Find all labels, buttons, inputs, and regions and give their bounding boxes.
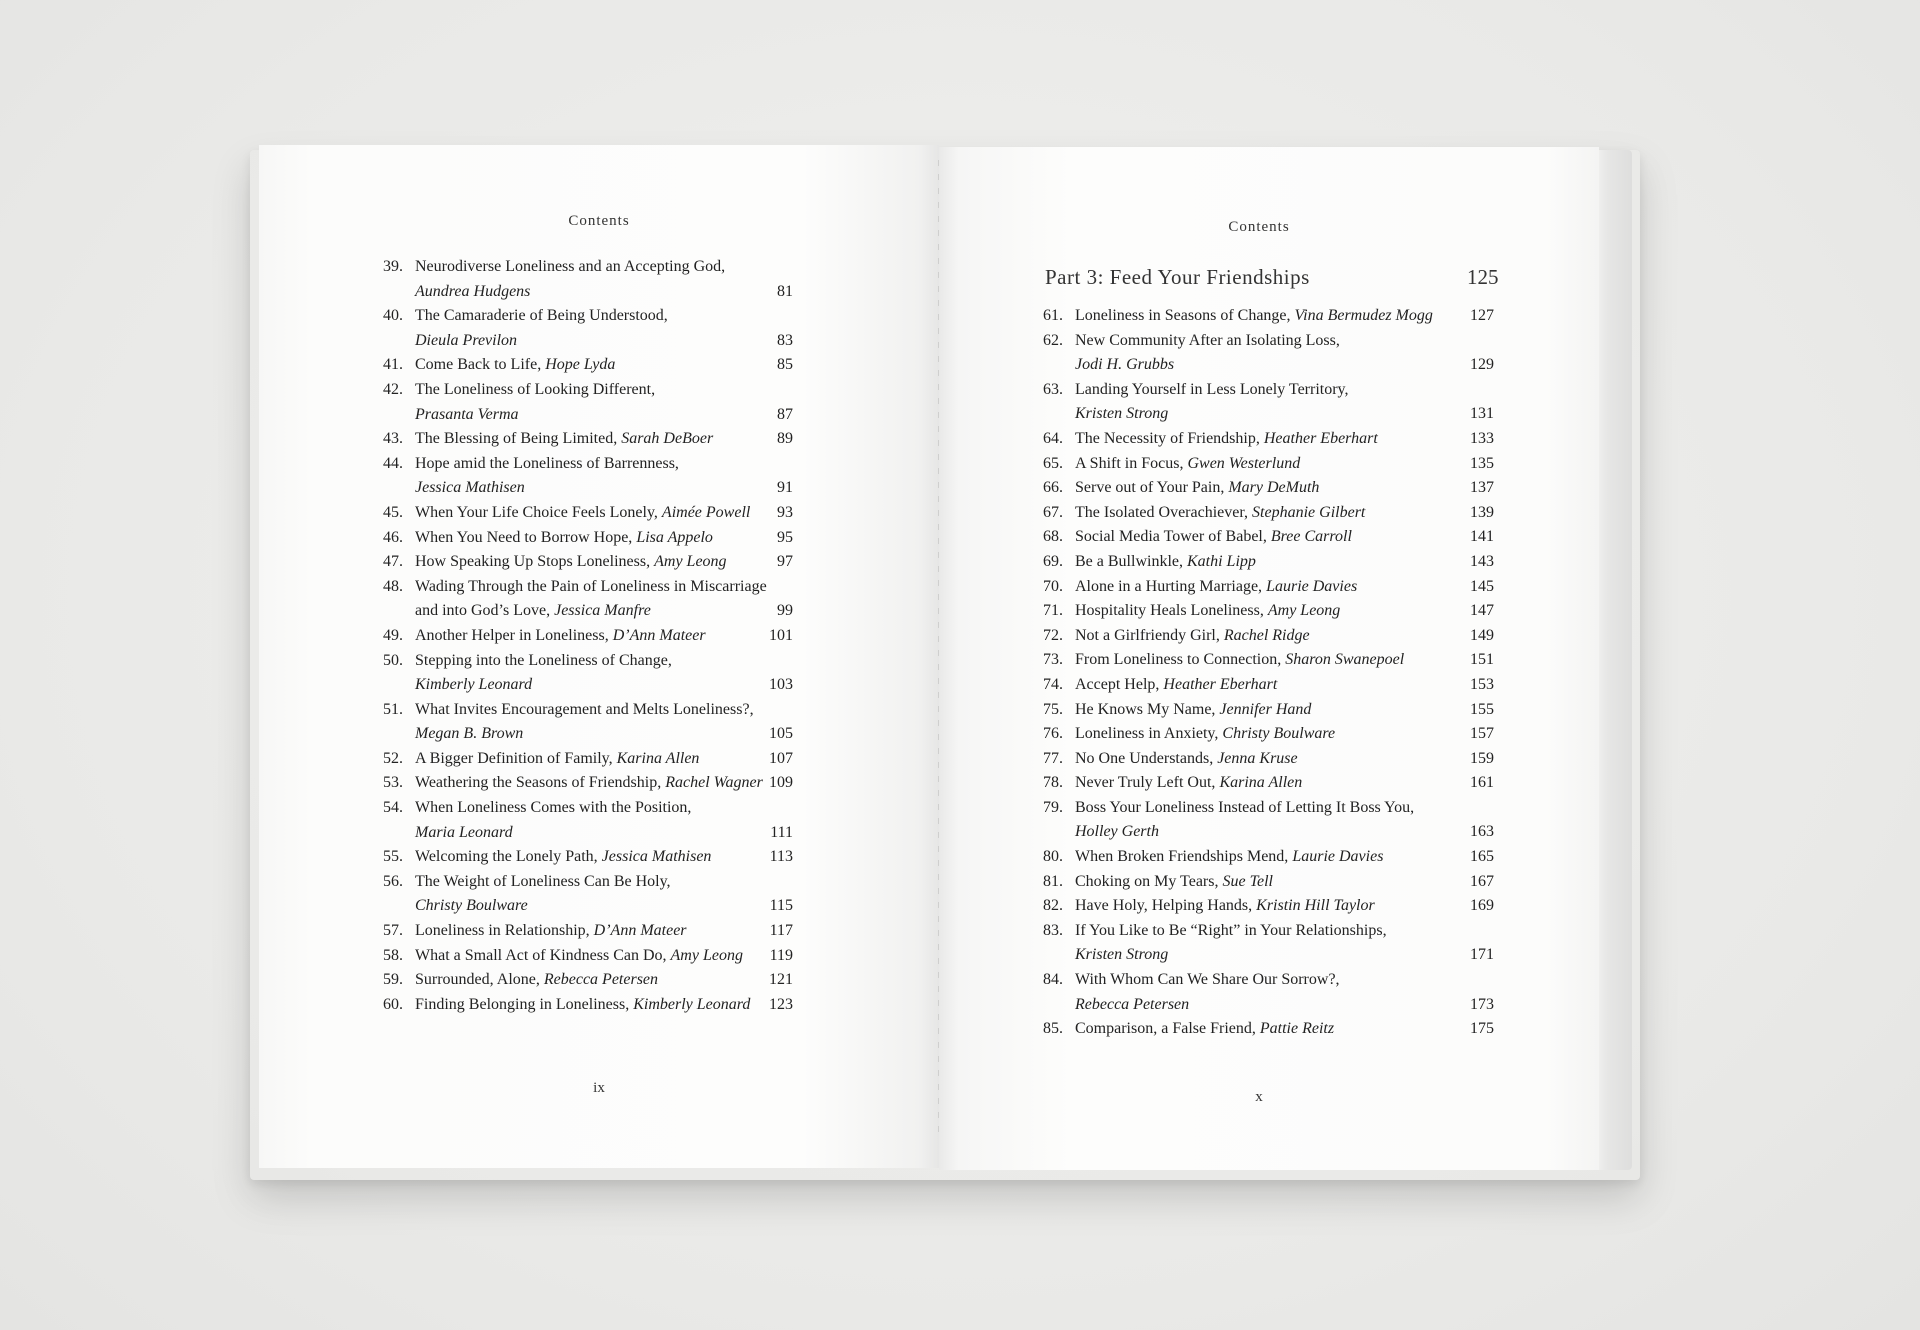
toc-entry [383,944,793,969]
right-page [939,147,1599,1170]
toc-entry [1043,427,1494,452]
entry-author: Sue Tell [1222,872,1273,890]
entry-number: 72. [1043,626,1063,644]
entry-title: The Camaraderie of Being Understood, [415,307,668,325]
entry-number: 85. [1043,1020,1063,1038]
part-page-number: 125 [1467,265,1499,289]
entry-page-number: 139 [1470,503,1494,521]
entry-number: 45. [383,503,403,521]
entry-title: Loneliness in Seasons of Change, [1075,307,1295,324]
entry-title: He Knows My Name, [1075,700,1220,718]
entry-title: Boss Your Loneliness Instead of Letting It Boss You, [1075,798,1415,816]
toc-list [1043,304,1494,1042]
entry-title: Hope amid the Loneliness of Barrenness, [415,454,679,472]
entry-number: 68. [1043,528,1063,546]
toc-entry [383,624,793,649]
entry-number: 78. [1043,774,1063,792]
toc-entry [383,870,793,919]
entry-author: Kimberly Leonard [415,676,533,694]
entry-number: 70. [1043,577,1063,595]
entry-author: Rachel Ridge [1223,626,1310,644]
entry-author: D’Ann Mateer [612,626,706,644]
page-edges [1598,150,1632,1170]
toc-entry [1043,894,1494,919]
toc-entry [383,747,793,772]
entry-title: Loneliness in Anxiety, [1075,725,1223,743]
entry-title: If You Like to Be “Right” in Your Relationships, [1075,921,1387,939]
entry-author: Jennifer Hand [1219,700,1312,718]
part-title: Part 3: Feed Your Friendships [1045,265,1310,289]
entry-author: Gwen Westerlund [1187,454,1301,472]
entry-title: The Loneliness of Looking Different, [415,380,656,398]
entry-page-number: 107 [769,749,793,767]
entry-title: Hospitality Heals Loneliness, [1075,602,1268,620]
entry-number: 53. [383,774,403,792]
entry-title: Surrounded, Alone, [415,971,544,989]
entry-title: Neurodiverse Loneliness and an Accepting God, [415,258,726,275]
entry-number: 59. [383,971,403,989]
entry-author: Kristen Strong [1075,405,1169,423]
toc-entry [383,255,793,304]
toc-entry [383,304,793,353]
entry-title: Social Media Tower of Babel, [1075,528,1271,546]
entry-title: The Blessing of Being Limited, [415,430,622,448]
entry-page-number: 101 [769,626,793,644]
entry-author: Heather Eberhart [1263,429,1378,447]
entry-title: What a Small Act of Kindness Can Do, [415,946,671,964]
entry-number: 40. [383,307,403,325]
toc-entry [1043,870,1494,895]
entry-number: 52. [383,749,403,767]
entry-page-number: 85 [777,356,793,374]
running-head: Contents [568,213,630,229]
entry-author: Amy Leong [1267,602,1341,620]
entry-number: 47. [383,553,403,571]
entry-author: Karina Allen [1219,774,1303,792]
toc-entry [1043,747,1494,772]
entry-number: 51. [383,700,403,718]
entry-title: Loneliness in Relationship, [415,922,594,940]
entry-title: What Invites Encouragement and Melts Loneliness?, [415,700,754,718]
entry-author: Karina Allen [616,749,700,767]
entry-page-number: 121 [769,971,793,989]
entry-page-number: 143 [1470,552,1494,570]
entry-number: 48. [383,577,403,595]
entry-author: Rebecca Petersen [1075,995,1190,1013]
entry-number: 44. [383,454,403,472]
entry-number: 80. [1043,848,1063,866]
entry-author: Maria Leonard [415,823,513,841]
entry-page-number: 89 [777,430,793,448]
entry-page-number: 165 [1470,848,1494,866]
entry-author: Megan B. Brown [415,725,524,743]
entry-author: Lisa Appelo [636,528,713,546]
entry-author: Heather Eberhart [1163,675,1278,693]
entry-author: Jessica Mathisen [601,848,712,866]
entry-author: Christy Boulware [415,897,528,915]
entry-number: 63. [1043,380,1063,398]
entry-author: D’Ann Mateer [593,922,687,940]
entry-page-number: 105 [769,725,793,743]
entry-author: Jodi H. Grubbs [1075,356,1175,374]
toc-entry [383,550,793,575]
toc-entry [1043,329,1494,378]
toc-entry [1043,796,1494,845]
entry-author: Holley Gerth [1075,823,1159,841]
entry-title: Be a Bullwinkle, [1075,552,1187,570]
entry-page-number: 151 [1470,651,1494,669]
entry-title: Wading Through the Pain of Loneliness in Miscarriage and into God’s Love, [415,577,767,620]
entry-page-number: 83 [777,331,793,349]
entry-title: The Necessity of Friendship, [1075,429,1264,447]
entry-number: 58. [383,946,403,964]
toc-entry [1043,673,1494,698]
entry-page-number: 131 [1470,405,1494,423]
toc-entry [383,526,793,551]
toc-entry [1043,304,1494,329]
toc-entry [383,649,793,698]
entry-title: Finding Belonging in Loneliness, [415,995,634,1013]
entry-page-number: 135 [1470,454,1494,472]
entry-page-number: 115 [769,897,793,915]
entry-title: With Whom Can We Share Our Sorrow?, [1075,971,1340,989]
entry-number: 71. [1043,602,1063,620]
toc-entry [1043,771,1494,796]
entry-page-number: 111 [770,823,793,841]
entry-author: Christy Boulware [1222,725,1336,743]
toc-entry [1043,1017,1494,1042]
entry-page-number: 117 [769,922,793,940]
entry-title: Serve out of Your Pain, [1075,479,1229,497]
entry-author: Laurie Davies [1292,848,1384,866]
toc-entry [383,501,793,526]
toc-entry [1043,378,1494,427]
entry-page-number: 133 [1470,429,1494,447]
left-page [259,145,939,1168]
entry-title: How Speaking Up Stops Loneliness, [415,553,655,571]
entry-number: 76. [1043,725,1063,743]
toc-entry [1043,624,1494,649]
entry-number: 66. [1043,479,1063,497]
entry-page-number: 171 [1470,946,1494,964]
entry-author: Kathi Lipp [1186,552,1256,570]
entry-title: Come Back to Life, [415,356,546,374]
entry-number: 83. [1043,921,1063,939]
entry-page-number: 109 [769,774,793,792]
entry-title: New Community After an Isolating Loss, [1075,331,1340,349]
entry-page-number: 161 [1470,774,1494,792]
entry-number: 69. [1043,552,1063,570]
entry-page-number: 141 [1470,528,1494,546]
toc-entry [1043,476,1494,501]
toc-entry [1043,919,1494,968]
folio: x [1255,1089,1263,1105]
entry-title: Stepping into the Loneliness of Change, [415,651,672,669]
entry-author: Sarah DeBoer [621,430,714,448]
toc-entry [383,968,793,993]
entry-title: Welcoming the Lonely Path, [415,848,602,866]
folio: ix [593,1080,605,1096]
entry-author: Bree Carroll [1270,528,1352,546]
entry-number: 42. [383,380,403,398]
entry-number: 64. [1043,429,1063,447]
entry-number: 46. [383,528,403,546]
entry-title: The Isolated Overachiever, [1075,503,1253,521]
entry-author: Kristin Hill Taylor [1256,897,1375,915]
entry-page-number: 175 [1470,1020,1494,1038]
toc-entry [383,698,793,747]
entry-title: When You Need to Borrow Hope, [415,528,637,546]
entry-page-number: 149 [1470,626,1494,644]
entry-page-number: 169 [1470,897,1494,915]
entry-number: 67. [1043,503,1063,521]
toc-entry [383,845,793,870]
entry-author: Amy Leong [654,553,727,571]
toc-entry [1043,575,1494,600]
entry-page-number: 127 [1470,307,1494,324]
entry-title: The Weight of Loneliness Can Be Holy, [415,872,671,890]
entry-page-number: 137 [1470,479,1494,497]
entry-page-number: 95 [777,528,793,546]
entry-author: Kimberly Leonard [633,995,751,1013]
entry-title: Landing Yourself in Less Lonely Territory, [1075,380,1349,398]
entry-page-number: 147 [1470,602,1494,620]
entry-author: Vina Bermudez Mogg [1294,307,1433,324]
entry-page-number: 155 [1470,700,1494,718]
entry-page-number: 113 [769,848,793,866]
entry-number: 43. [383,430,403,448]
toc-entry [383,993,793,1018]
entry-author: Aimée Powell [661,503,751,521]
entry-author: Mary DeMuth [1228,479,1320,497]
entry-page-number: 159 [1470,749,1494,767]
entry-title: Accept Help, [1075,675,1164,693]
entry-author: Dieula Previlon [415,331,518,349]
entry-author: Aundrea Hudgens [415,282,531,300]
running-head: Contents [1228,219,1290,235]
entry-title: A Bigger Definition of Family, [415,749,617,767]
entry-page-number: 145 [1470,577,1494,595]
entry-number: 60. [383,995,403,1013]
entry-page-number: 91 [777,479,793,497]
entry-number: 79. [1043,798,1063,816]
entry-author: Rachel Wagner [665,774,763,792]
toc-entry [1043,452,1494,477]
entry-title: When Loneliness Comes with the Position, [415,799,692,817]
toc-entry [383,919,793,944]
entry-page-number: 103 [769,676,793,694]
entry-title: When Your Life Choice Feels Lonely, [415,503,662,521]
entry-title: From Loneliness to Connection, [1075,651,1286,669]
entry-page-number: 123 [769,995,793,1013]
entry-title: When Broken Friendships Mend, [1075,848,1293,866]
entry-number: 84. [1043,971,1063,989]
entry-title: Choking on My Tears, [1075,872,1223,890]
toc-entry [1043,648,1494,673]
entry-title: Alone in a Hurting Marriage, [1075,577,1267,595]
entry-title: Another Helper in Loneliness, [415,626,613,644]
entry-title: Not a Girlfriendy Girl, [1075,626,1224,644]
entry-page-number: 153 [1470,675,1494,693]
entry-author: Jessica Manfre [554,602,651,620]
entry-author: Hope Lyda [545,356,616,374]
entry-page-number: 167 [1470,872,1494,890]
entry-number: 39. [383,258,403,275]
entry-title: A Shift in Focus, [1075,454,1188,472]
entry-author: Jenna Kruse [1217,749,1298,767]
entry-number: 54. [383,799,403,817]
entry-author: Rebecca Petersen [543,971,659,989]
entry-author: Pattie Reitz [1259,1020,1335,1038]
entry-author: Sharon Swanepoel [1285,651,1405,669]
entry-page-number: 157 [1470,725,1494,743]
entry-number: 82. [1043,897,1063,915]
toc-entry [1043,525,1494,550]
entry-author: Stephanie Gilbert [1252,503,1366,521]
entry-number: 74. [1043,675,1063,693]
toc-entry [1043,550,1494,575]
toc-entry [1043,722,1494,747]
entry-page-number: 97 [777,553,793,571]
toc-entry [1043,968,1494,1017]
toc-entry [383,575,793,624]
entry-title: Have Holy, Helping Hands, [1075,897,1257,915]
entry-author: Jessica Mathisen [415,479,525,497]
entry-number: 65. [1043,454,1063,472]
toc-entry [383,378,793,427]
entry-author: Kristen Strong [1075,946,1169,964]
entry-number: 77. [1043,749,1063,767]
entry-number: 49. [383,626,403,644]
entry-number: 50. [383,651,403,669]
entry-number: 61. [1043,307,1063,324]
entry-page-number: 163 [1470,823,1494,841]
toc-entry [383,353,793,378]
entry-number: 62. [1043,331,1063,349]
toc-entry [1043,599,1494,624]
toc-entry [1043,501,1494,526]
entry-number: 56. [383,872,403,890]
entry-page-number: 81 [777,282,793,300]
toc-entry [1043,845,1494,870]
entry-author: Prasanta Verma [415,405,519,423]
toc-entry [383,771,793,796]
entry-number: 81. [1043,872,1063,890]
entry-page-number: 93 [777,503,793,521]
toc-entry [383,452,793,501]
entry-page-number: 99 [777,602,793,620]
toc-list [383,255,793,1017]
entry-title: Comparison, a False Friend, [1075,1020,1260,1038]
entry-number: 73. [1043,651,1063,669]
entry-number: 57. [383,922,403,940]
toc-entry [383,796,793,845]
entry-number: 55. [383,848,403,866]
toc-entry [1043,698,1494,723]
entry-number: 41. [383,356,403,374]
entry-author: Amy Leong [670,946,743,964]
entry-page-number: 119 [769,946,793,964]
entry-author: Laurie Davies [1266,577,1358,595]
entry-title: No One Understands, [1075,749,1218,767]
toc-entry [383,427,793,452]
entry-page-number: 87 [777,405,793,423]
entry-title: Never Truly Left Out, [1075,774,1220,792]
entry-page-number: 173 [1470,995,1494,1013]
entry-page-number: 129 [1470,356,1494,374]
entry-number: 75. [1043,700,1063,718]
entry-title: Weathering the Seasons of Friendship, [415,774,666,792]
